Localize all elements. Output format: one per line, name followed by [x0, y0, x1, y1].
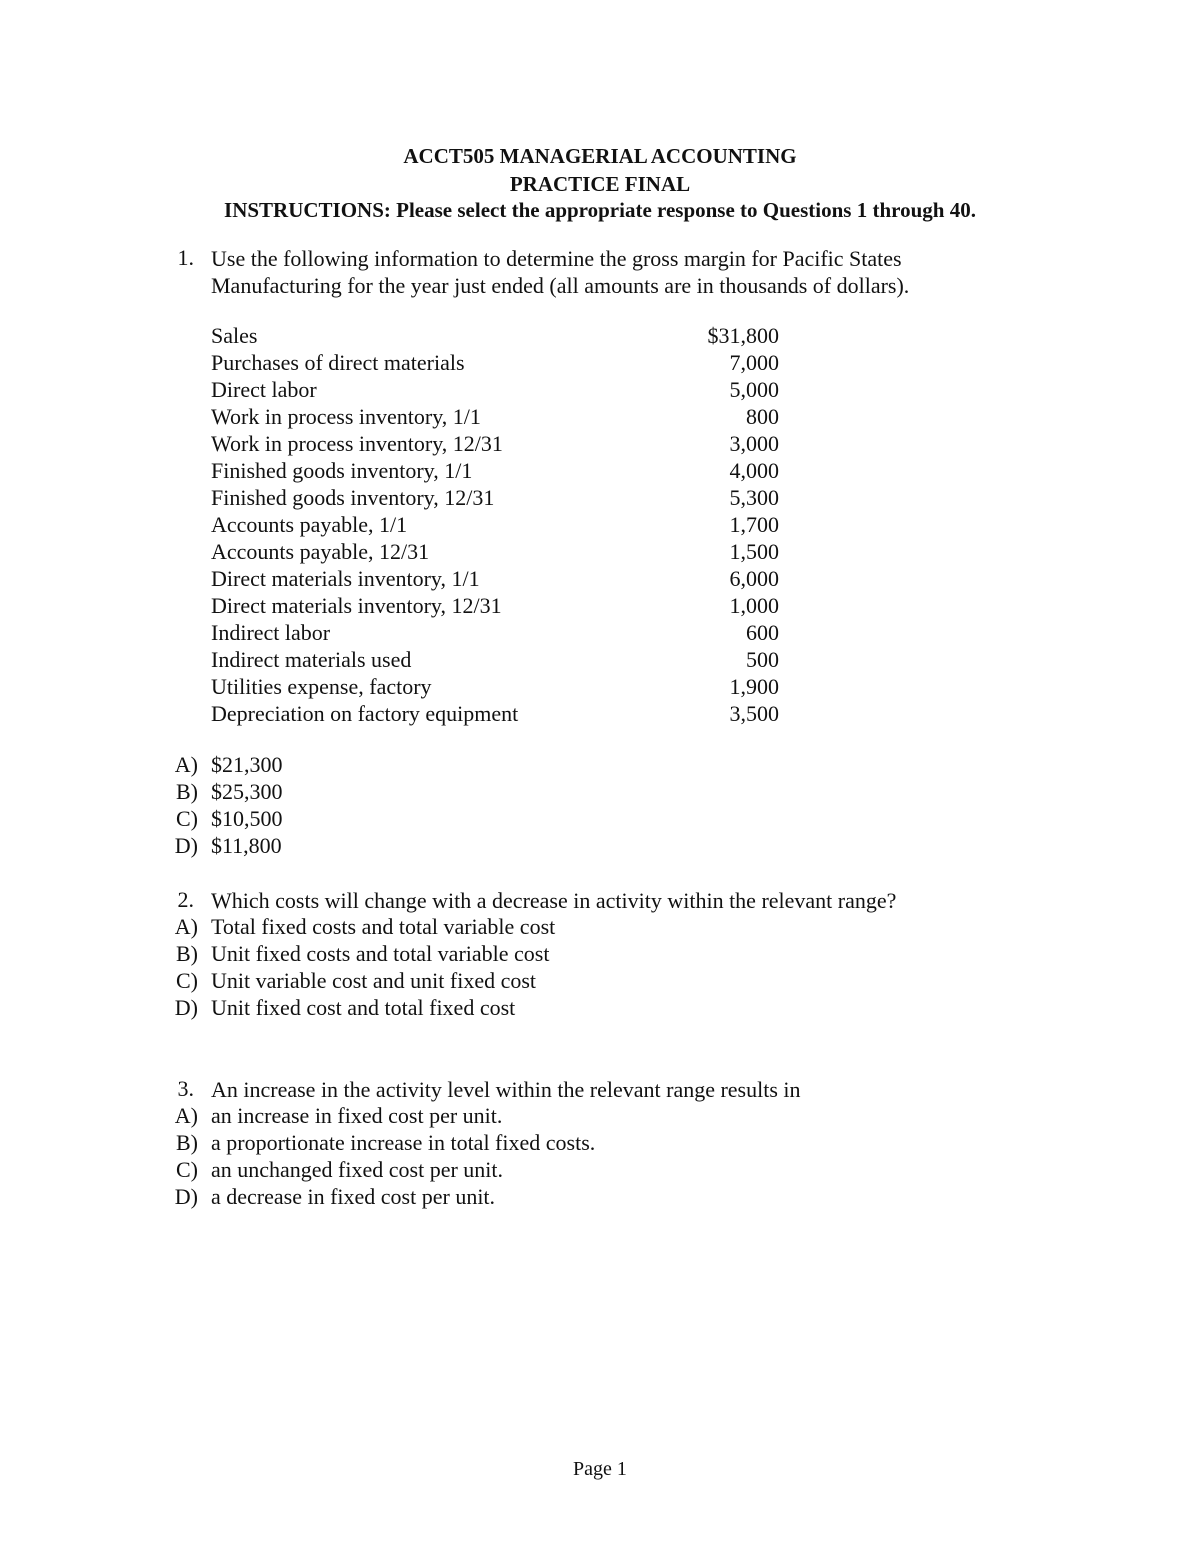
ledger-row — [211, 673, 779, 700]
option-letter: B) — [176, 1130, 198, 1155]
option-text: $10,500 — [211, 806, 283, 831]
answer-option[interactable] — [0, 994, 1200, 1021]
option-text: $21,300 — [211, 752, 283, 777]
ledger-amount: 7,000 — [729, 350, 779, 375]
option-letter: B) — [176, 779, 198, 804]
ledger-row — [211, 592, 779, 619]
question-text: An increase in the activity level within the relevant range results in — [211, 1077, 801, 1102]
question-text: Use the following information to determine the gross margin for Pacific States Manufacturing for the year just ended (all amounts are in thousands of dollars). — [211, 246, 910, 298]
ledger-label: Direct materials inventory, 12/31 — [211, 593, 502, 618]
instructions-text: INSTRUCTIONS: Please select the appropriate response to Questions 1 through 40. — [224, 198, 976, 222]
option-letter: C) — [176, 1157, 198, 1182]
ledger-label: Work in process inventory, 12/31 — [211, 431, 503, 456]
answer-option[interactable] — [0, 1183, 1200, 1210]
ledger-row — [211, 511, 779, 538]
ledger-amount: 600 — [746, 620, 779, 645]
option-letter: A) — [174, 914, 198, 939]
option-letter: A) — [174, 1103, 198, 1128]
ledger-label: Sales — [211, 323, 258, 348]
ledger-row — [211, 619, 779, 646]
ledger-amount: 6,000 — [729, 566, 779, 591]
ledger-amount: 1,500 — [729, 539, 779, 564]
ledger-row — [211, 349, 779, 376]
ledger-row — [211, 403, 779, 430]
question-number: 1. — [177, 245, 194, 270]
question-text: Which costs will change with a decrease in activity within the relevant range? — [211, 888, 897, 913]
document-subtitle: PRACTICE FINAL — [509, 172, 691, 196]
ledger-amount: 5,000 — [729, 377, 779, 402]
answer-option[interactable] — [0, 751, 1200, 778]
option-letter: D) — [174, 995, 198, 1020]
ledger-amount: 1,000 — [729, 593, 779, 618]
ledger-label: Direct materials inventory, 1/1 — [211, 566, 480, 591]
ledger-row — [211, 700, 779, 727]
ledger-amount: $31,800 — [707, 323, 779, 348]
ledger-label: Finished goods inventory, 12/31 — [211, 485, 495, 510]
option-text: an unchanged fixed cost per unit. — [211, 1157, 504, 1182]
document-title: ACCT505 MANAGERIAL ACCOUNTING — [403, 144, 797, 168]
option-letter: D) — [174, 1184, 198, 1209]
option-letter: C) — [176, 806, 198, 831]
option-text: $11,800 — [211, 833, 282, 858]
ledger-amount: 1,700 — [729, 512, 779, 537]
answer-option[interactable] — [0, 832, 1200, 859]
ledger-row — [211, 376, 779, 403]
ledger-label: Purchases of direct materials — [211, 350, 465, 375]
ledger-label: Indirect materials used — [211, 647, 412, 672]
option-text: a proportionate increase in total fixed costs. — [211, 1130, 596, 1155]
answer-option[interactable] — [0, 1156, 1200, 1183]
ledger-row — [211, 457, 779, 484]
ledger-label: Direct labor — [211, 377, 317, 402]
question-number: 2. — [177, 887, 194, 912]
ledger-row — [211, 322, 779, 349]
ledger-table — [211, 322, 779, 727]
ledger-label: Depreciation on factory equipment — [211, 701, 519, 726]
option-letter: A) — [174, 752, 198, 777]
option-text: Unit variable cost and unit fixed cost — [211, 968, 537, 993]
option-text: Unit fixed cost and total fixed cost — [211, 995, 516, 1020]
ledger-row — [211, 646, 779, 673]
ledger-amount: 4,000 — [729, 458, 779, 483]
answer-option[interactable] — [0, 913, 1200, 940]
ledger-amount: 3,000 — [729, 431, 779, 456]
answer-option[interactable] — [0, 967, 1200, 994]
ledger-row — [211, 484, 779, 511]
ledger-row — [211, 565, 779, 592]
ledger-amount: 3,500 — [729, 701, 779, 726]
option-letter: B) — [176, 941, 198, 966]
ledger-amount: 800 — [746, 404, 779, 429]
option-text: a decrease in fixed cost per unit. — [211, 1184, 496, 1209]
ledger-label: Accounts payable, 12/31 — [211, 539, 430, 564]
answer-option[interactable] — [0, 805, 1200, 832]
ledger-amount: 5,300 — [729, 485, 779, 510]
option-text: $25,300 — [211, 779, 283, 804]
ledger-amount: 1,900 — [729, 674, 779, 699]
answer-option[interactable] — [0, 778, 1200, 805]
answer-option[interactable] — [0, 940, 1200, 967]
ledger-label: Work in process inventory, 1/1 — [211, 404, 481, 429]
page-number: Page 1 — [573, 1458, 627, 1480]
ledger-amount: 500 — [746, 647, 779, 672]
ledger-row — [211, 538, 779, 565]
ledger-row — [211, 430, 779, 457]
question-number: 3. — [177, 1076, 194, 1101]
option-text: an increase in fixed cost per unit. — [211, 1103, 503, 1128]
ledger-label: Finished goods inventory, 1/1 — [211, 458, 473, 483]
answer-option[interactable] — [0, 1102, 1200, 1129]
option-text: Total fixed costs and total variable cost — [211, 914, 556, 939]
ledger-label: Indirect labor — [211, 620, 331, 645]
ledger-label: Utilities expense, factory — [211, 674, 432, 699]
ledger-label: Accounts payable, 1/1 — [211, 512, 408, 537]
option-text: Unit fixed costs and total variable cost — [211, 941, 550, 966]
answer-option[interactable] — [0, 1129, 1200, 1156]
option-letter: D) — [174, 833, 198, 858]
option-letter: C) — [176, 968, 198, 993]
